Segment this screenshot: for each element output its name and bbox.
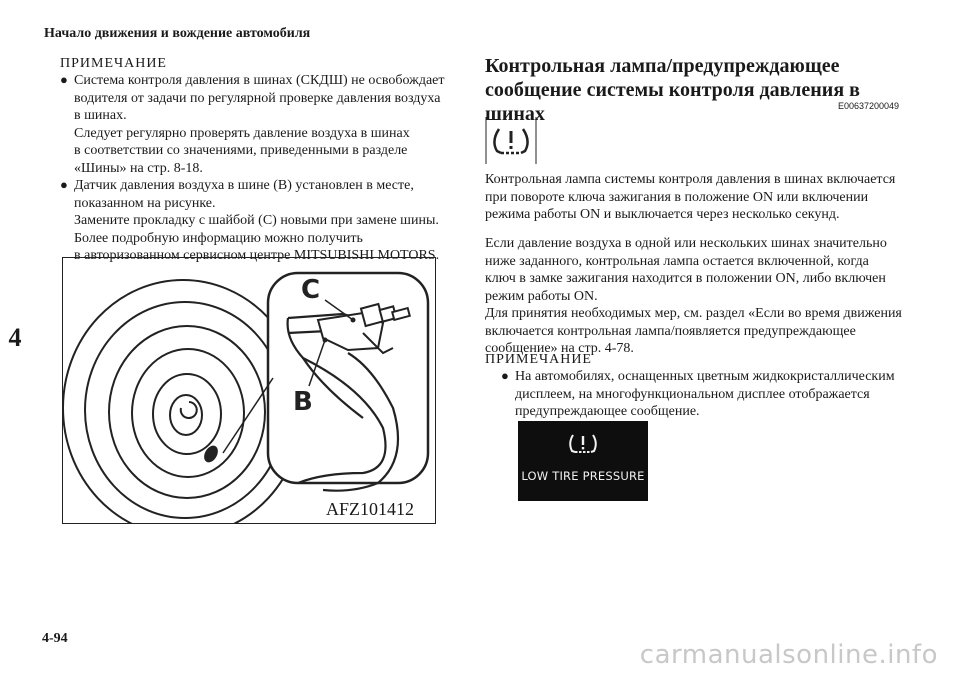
note-bullet-1: [60, 72, 450, 177]
note-line: в соответствии со значениями, приведенными в разделе: [74, 143, 408, 158]
section-title: [485, 54, 905, 126]
tpms-icon-graphic: [485, 117, 537, 164]
para-line: ниже заданного, контрольная лампа остается включенной, когда: [485, 253, 869, 269]
note-line: предупреждающее сообщение.: [515, 404, 700, 419]
note-title: ПРИМЕЧАНИЕ: [60, 56, 167, 71]
tpms-warning-icon: [485, 117, 537, 164]
lcd-warning-display: [518, 421, 648, 501]
note-line: «Шины» на стр. 8-18.: [74, 160, 203, 176]
para-line: режим работы ON.: [485, 288, 598, 304]
note-line: Датчик давления воздуха в шине (B) установлен в месте,: [74, 178, 414, 193]
note-line: дисплеем, на многофункциональном дисплее отображается: [515, 386, 870, 402]
tire-valve-illustration: [63, 258, 435, 523]
note-line: водителя от задачи по регулярной проверке давления воздуха: [74, 90, 441, 106]
running-header: Начало движения и вождение автомобиля: [44, 26, 311, 41]
note-line: Более подробную информацию можно получить: [74, 230, 363, 246]
para-line: сообщение» на стр. 4-78.: [485, 341, 634, 356]
note-title: ПРИМЕЧАНИЕ: [485, 352, 592, 367]
left-note: [60, 56, 450, 265]
lcd-message: LOW TIRE PRESSURE: [521, 469, 645, 483]
page-number: 4-94: [42, 631, 68, 646]
note-bullet-2: [60, 177, 450, 265]
chapter-number: 4: [8, 323, 22, 352]
note-line: показанном на рисунке.: [74, 195, 216, 211]
section-code: E00637200049: [838, 101, 900, 111]
section-title-line: сообщение системы контроля давления в шинах: [485, 79, 860, 125]
lcd-tpms-icon: [518, 421, 648, 465]
note-line: в шинах.: [74, 108, 127, 123]
note-line: в авторизованном сервисном центре MITSUBISHI MOTORS.: [74, 248, 440, 263]
para-line: Контрольная лампа системы контроля давления в шинах включается: [485, 172, 896, 187]
note-line: На автомобилях, оснащенных цветным жидкокристаллическим: [515, 369, 895, 384]
para-line: Если давление воздуха в одной или нескольких шинах значительно: [485, 236, 887, 251]
tire-sensor-figure: [62, 257, 436, 524]
para-line: при повороте ключа зажигания в положение ON или включении: [485, 189, 869, 205]
note-line: Замените прокладку с шайбой (C) новыми при замене шины.: [74, 213, 439, 228]
figure-caption: AFZ101412: [326, 499, 415, 519]
note-line: Следует регулярно проверять давление воздуха в шинах: [74, 125, 410, 141]
label-c: C: [301, 275, 321, 305]
para-line: режима работы ON и выключается через несколько секунд.: [485, 207, 840, 222]
bullet-dot: ●: [501, 368, 509, 383]
note-line: Система контроля давления в шинах (СКДШ) не освобождает: [74, 73, 445, 88]
paragraph-1: [485, 171, 925, 224]
bullet-dot: ●: [60, 72, 68, 87]
section-title-line: Контрольная лампа/предупреждающее: [485, 55, 840, 77]
paragraph-2: [485, 235, 925, 358]
para-line: включается контрольная лампа/появляется предупреждающее: [485, 323, 856, 339]
label-b: B: [293, 387, 313, 417]
para-line: Для принятия необходимых мер, см. раздел «Если во время движения: [485, 306, 902, 321]
note-bullet: [485, 368, 925, 421]
watermark: carmanualsonline.info: [639, 640, 938, 670]
bullet-dot: ●: [60, 177, 68, 192]
right-note: [485, 352, 925, 421]
para-line: ключ в замке зажигания находится в положении ON, либо включен: [485, 271, 886, 286]
